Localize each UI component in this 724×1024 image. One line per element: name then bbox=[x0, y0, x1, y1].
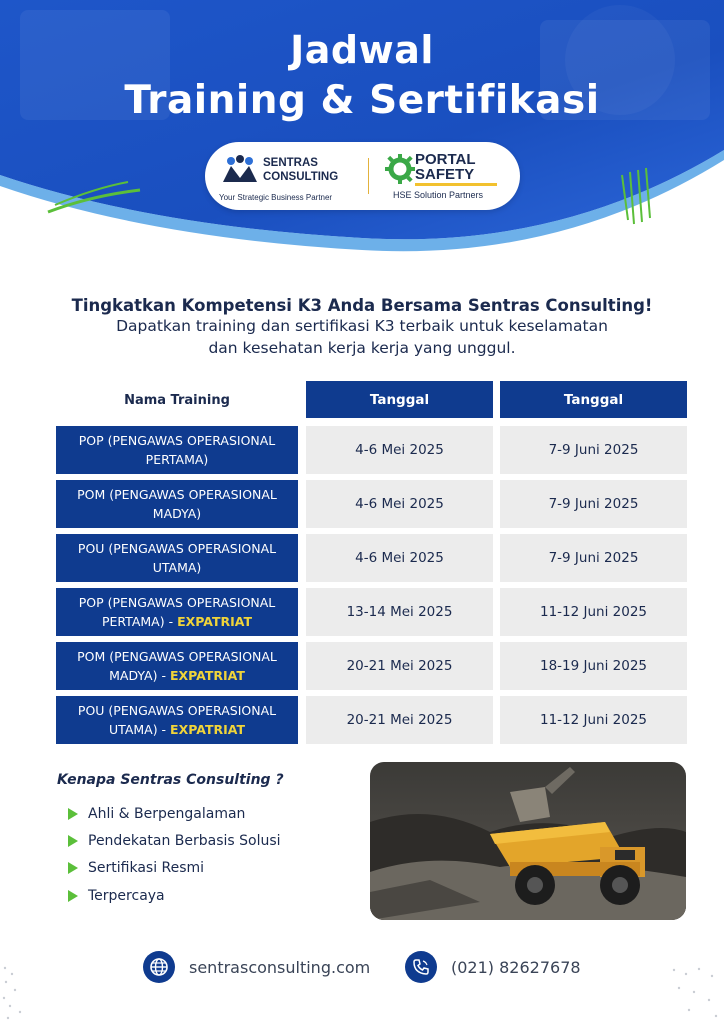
gear-icon bbox=[385, 154, 415, 184]
training-name-cell bbox=[56, 696, 298, 744]
date1-cell: 4-6 Mei 2025 bbox=[306, 426, 493, 474]
training-name-line2: PERTAMA) bbox=[145, 452, 209, 467]
training-name-line1: POU (PENGAWAS OPERASIONAL bbox=[77, 703, 277, 718]
phone-contact[interactable] bbox=[405, 951, 581, 983]
portal-underline bbox=[415, 183, 497, 186]
date1-cell: 4-6 Mei 2025 bbox=[306, 480, 493, 528]
portal-tagline: HSE Solution Partners bbox=[393, 190, 484, 200]
expatriat-label: EXPATRIAT bbox=[169, 668, 245, 683]
training-name-line1: POP (PENGAWAS OPERASIONAL bbox=[78, 595, 276, 610]
list-item bbox=[68, 882, 281, 909]
training-name-line1: POM (PENGAWAS OPERASIONAL bbox=[77, 649, 277, 664]
expatriat-label: EXPATRIAT bbox=[170, 722, 245, 737]
date1-cell: 13-14 Mei 2025 bbox=[306, 588, 493, 636]
sentras-tagline: Your Strategic Business Partner bbox=[219, 193, 333, 202]
intro-sub-line1: Dapatkan training dan sertifikasi K3 terbaik untuk keselamatan bbox=[116, 317, 608, 335]
expatriat-label: EXPATRIAT bbox=[177, 614, 253, 629]
triangle-bullet-icon bbox=[68, 808, 78, 820]
partner-logos bbox=[205, 142, 520, 210]
table-header-name: Nama Training bbox=[124, 392, 230, 408]
why-item-label: Sertifikasi Resmi bbox=[88, 860, 205, 877]
training-name-line1: POP (PENGAWAS OPERASIONAL bbox=[78, 433, 276, 448]
page-title-line2: Training & Sertifikasi bbox=[124, 78, 600, 123]
list-item bbox=[68, 800, 281, 827]
globe-icon bbox=[143, 951, 175, 983]
training-name-cell bbox=[56, 642, 298, 690]
training-name-cell bbox=[56, 534, 298, 582]
table-row bbox=[56, 696, 687, 744]
intro-section bbox=[40, 296, 684, 359]
triangle-bullet-icon bbox=[68, 862, 78, 874]
training-name-line2: UTAMA) - bbox=[109, 722, 171, 737]
phone-text: (021) 82627678 bbox=[451, 957, 581, 977]
why-list bbox=[68, 800, 281, 909]
intro-headline: Tingkatkan Kompetensi K3 Anda Bersama Sentras Consulting! bbox=[71, 296, 653, 315]
phone-icon bbox=[405, 951, 437, 983]
table-header-date1: Tanggal bbox=[306, 381, 493, 418]
page-title-line1: Jadwal bbox=[290, 28, 434, 72]
triangle-bullet-icon bbox=[68, 835, 78, 847]
portal-name-line1: PORTAL bbox=[415, 151, 476, 168]
date2-cell: 11-12 Juni 2025 bbox=[500, 696, 687, 744]
table-row bbox=[56, 642, 687, 690]
date2-cell: 18-19 Juni 2025 bbox=[500, 642, 687, 690]
triangle-bullet-icon bbox=[68, 890, 78, 902]
table-header-date2: Tanggal bbox=[500, 381, 687, 418]
mining-truck-image bbox=[370, 762, 686, 920]
training-name-line2: PERTAMA) - bbox=[101, 614, 178, 629]
sentras-name-line1: SENTRAS bbox=[263, 157, 318, 169]
training-name-cell bbox=[56, 426, 298, 474]
table-row bbox=[56, 534, 687, 582]
mining-truck-photo bbox=[370, 762, 686, 920]
website-text: sentrasconsulting.com bbox=[189, 957, 371, 977]
date2-cell: 7-9 Juni 2025 bbox=[500, 480, 687, 528]
date1-cell: 20-21 Mei 2025 bbox=[306, 642, 493, 690]
why-item-label: Ahli & Berpengalaman bbox=[88, 805, 246, 822]
date2-cell: 7-9 Juni 2025 bbox=[500, 534, 687, 582]
training-name-line1: POU (PENGAWAS OPERASIONAL bbox=[77, 541, 277, 556]
logo-divider bbox=[368, 158, 369, 194]
intro-sub-line2: dan kesehatan kerja kerja yang unggul. bbox=[208, 339, 516, 357]
training-name-cell bbox=[56, 480, 298, 528]
decorative-dots-left bbox=[0, 960, 40, 1024]
training-name-line2: MADYA) bbox=[152, 506, 202, 521]
date1-cell: 4-6 Mei 2025 bbox=[306, 534, 493, 582]
date1-cell: 20-21 Mei 2025 bbox=[306, 696, 493, 744]
decorative-dots-right bbox=[664, 960, 724, 1024]
training-name-line1: POM (PENGAWAS OPERASIONAL bbox=[77, 487, 277, 502]
sentras-logo-icon bbox=[221, 154, 259, 188]
date2-cell: 7-9 Juni 2025 bbox=[500, 426, 687, 474]
list-item bbox=[68, 855, 281, 882]
header-banner bbox=[0, 0, 724, 260]
why-title: Kenapa Sentras Consulting ? bbox=[57, 772, 284, 788]
training-name-cell bbox=[56, 588, 298, 636]
table-row bbox=[56, 588, 687, 636]
table-row bbox=[56, 426, 687, 474]
portal-safety-logo bbox=[385, 150, 510, 204]
sentras-consulting-logo bbox=[219, 152, 359, 202]
why-item-label: Terpercaya bbox=[88, 887, 165, 904]
list-item bbox=[68, 827, 281, 854]
training-name-line2: MADYA) - bbox=[109, 668, 170, 683]
why-item-label: Pendekatan Berbasis Solusi bbox=[88, 832, 281, 849]
training-name-line2: UTAMA) bbox=[152, 560, 202, 575]
date2-cell: 11-12 Juni 2025 bbox=[500, 588, 687, 636]
sentras-name-line2: CONSULTING bbox=[263, 171, 339, 183]
table-row bbox=[56, 480, 687, 528]
website-contact[interactable] bbox=[143, 951, 370, 983]
portal-name-line2: SAFETY bbox=[415, 166, 475, 183]
